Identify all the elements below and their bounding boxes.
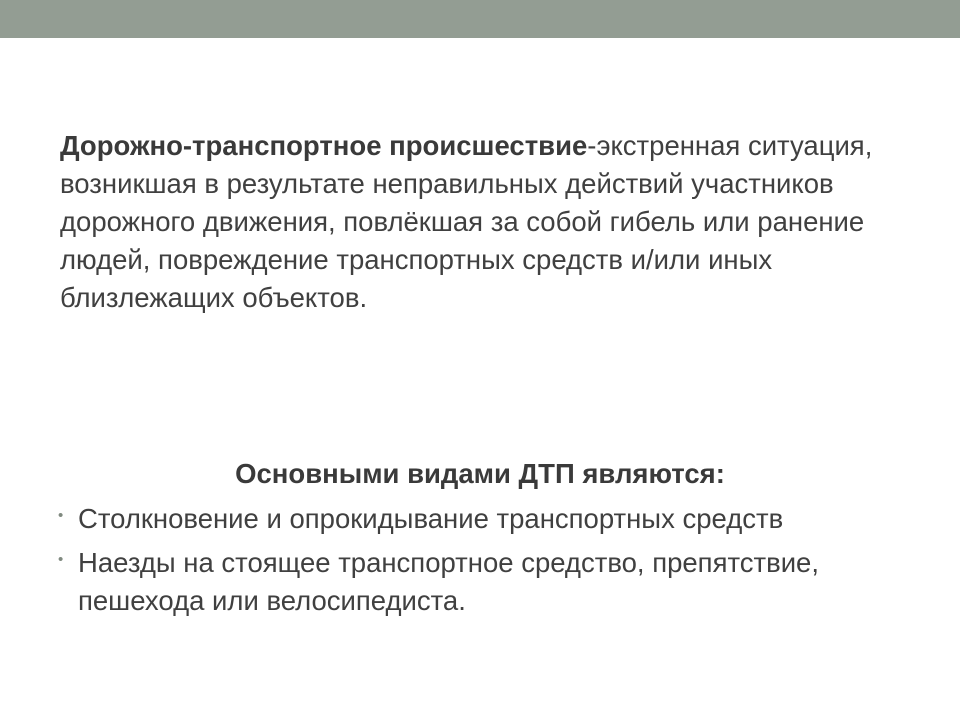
list-item: [52, 500, 912, 538]
types-heading: Основными видами ДТП являются:: [235, 458, 725, 489]
list-item: [52, 544, 912, 620]
list-item-text: Наезды на стоящее транспортное средство, препятствие, пешехода или велосипедиста.: [78, 547, 819, 616]
definition-text: -экстренная ситуация, возникшая в результате неправильных действий участников дорожного движения, повлёкшая за собой гибель или ранение людей, повреждение транспортных средств и/или иных близлежащих объектов.: [60, 130, 873, 313]
definition-paragraph: [60, 127, 890, 317]
definition-term: Дорожно-транспортное происшествие: [60, 130, 588, 161]
list-item-text: Столкновение и опрокидывание транспортных средств: [78, 503, 784, 534]
types-list: [52, 500, 912, 626]
bullet-dot-icon: •: [58, 507, 64, 524]
slide-top-bar: [0, 0, 960, 38]
bullet-dot-icon: •: [58, 551, 64, 568]
